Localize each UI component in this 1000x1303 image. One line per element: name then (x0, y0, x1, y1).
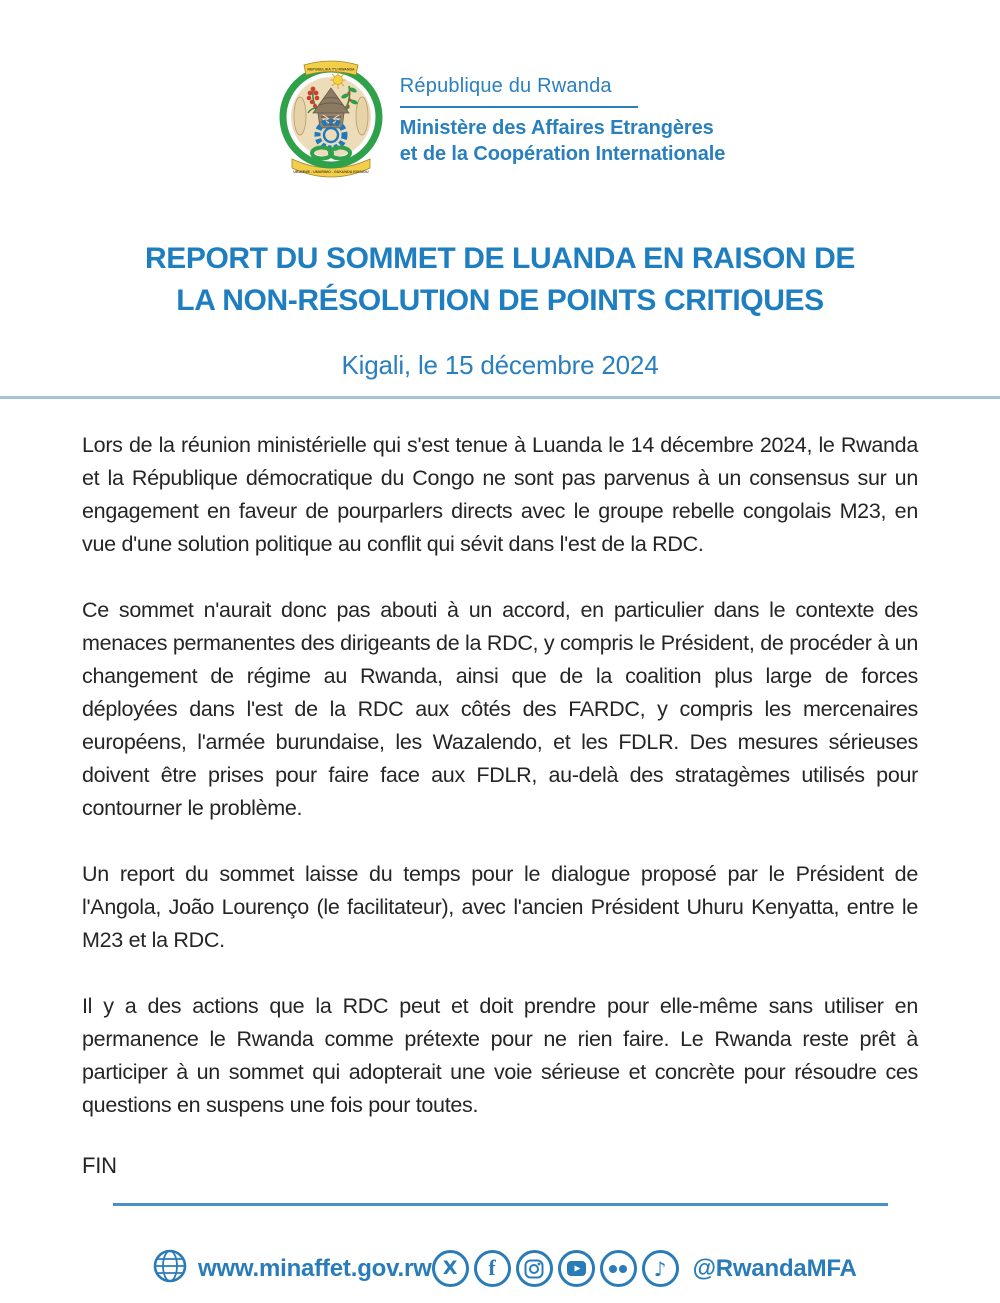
page-title-line2: LA NON-RÉSOLUTION DE POINTS CRITIQUES (176, 284, 824, 317)
dateline: Kigali, le 15 décembre 2024 (341, 350, 659, 380)
republic-label: République du Rwanda (399, 74, 612, 97)
website-url[interactable]: www.minaffet.gov.rw (198, 1254, 432, 1282)
paragraph-2: Ce sommet n'aurait donc pas abouti à un accord, en particulier dans le contexte des menaces permanentes des dirigeants de la RDC, y compris le Président, de procéder à un changement de régime au Rwanda, ainsi que de la coalition plus large de forces déployées dans l'est de la RDC aux côtés des FARDC, y compris les mercenaires européens, l'armée burundaise, les Wazalendo, et les FDLR. Des mesures sérieuses doivent être prises pour faire face aux FDLR, au-delà des stratagèmes utilisés pour contourner le problème. (82, 598, 918, 820)
closing-fin: FIN (82, 1153, 117, 1178)
paragraph-1: Lors de la réunion ministérielle qui s'est tenue à Luanda le 14 décembre 2024, le Rwanda et la République démocratique du Congo ne sont pas parvenus à un consensus sur un engagement en faveur de pourparlers directs avec le groupe rebelle congolais M23, en vue d'une solution politique au conflit qui sévit dans l'est de la RDC. (82, 433, 918, 556)
ministry-name-line1: Ministère des Affaires Etrangères (399, 116, 714, 139)
globe-icon (152, 1248, 188, 1289)
page-title (0, 238, 1000, 322)
ministry-name-line2: et de la Coopération Internationale (399, 142, 726, 165)
ministry-header-text (400, 75, 725, 167)
website-link[interactable] (152, 1248, 432, 1289)
facebook-glyph: f (488, 1254, 496, 1280)
social-handle[interactable]: @RwandaMFA (692, 1254, 857, 1282)
social-media-group (432, 1250, 857, 1287)
page-title-line1: REPORT DU SOMMET DE LUANDA EN RAISON DE (145, 242, 855, 275)
footer (0, 1248, 1000, 1289)
x-glyph: X (442, 1257, 458, 1279)
logo-top-banner-text: REPUBULIKA Y'U RWANDA (307, 67, 355, 72)
header (0, 0, 1000, 186)
paragraph-4: Il y a des actions que la RDC peut et doit prendre pour elle-même sans utiliser en permanence le Rwanda comme prétexte pour ne rien faire. Le Rwanda reste prêt à participer à un sommet qui adopterait une voie sérieuse et concrète pour résoudre ces questions en suspens une fois pour toutes. (82, 994, 918, 1117)
instagram-icon[interactable] (516, 1250, 553, 1287)
press-release-body (0, 399, 1000, 1179)
tiktok-icon[interactable] (642, 1250, 679, 1287)
header-divider (400, 106, 638, 108)
youtube-icon[interactable] (558, 1250, 595, 1287)
tiktok-glyph: ♪ (653, 1256, 667, 1281)
x-icon[interactable] (432, 1250, 469, 1287)
rwanda-coat-of-arms-logo (275, 56, 387, 186)
flickr-icon[interactable] (600, 1250, 637, 1287)
footer-rule (113, 1203, 888, 1206)
paragraph-3: Un report du sommet laisse du temps pour le dialogue proposé par le Président de l'Angola, João Lourenço (le facilitateur), avec l'ancien Président Uhuru Kenyatta, entre le M23 et la RDC. (82, 862, 918, 952)
logo-bottom-banner-text: UBUMWE - UMURIMO - GUKUNDA IGIHUGU (293, 170, 369, 174)
facebook-icon[interactable] (474, 1250, 511, 1287)
